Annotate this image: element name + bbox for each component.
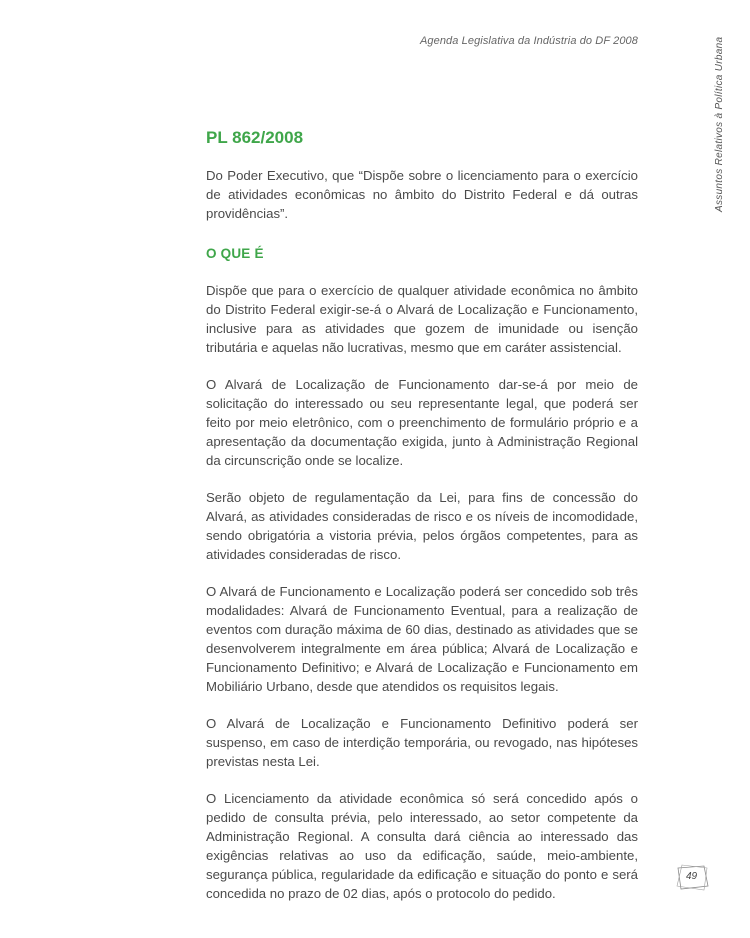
paragraph-4: O Alvará de Funcionamento e Localização poderá ser concedido sob três modalidades: Alvará de Funcionamento Eventual, para a realização de eventos com duração máxima de 60 dias, destinado as atividades que se desenvolverem integralmente em área pública; Alvará de Localização e Funcionamento Definitivo; e Alvará de Localização e Funcionamento em Mobiliário Urbano, desde que atendidos os requisitos legais. — [206, 584, 638, 694]
paragraph-3: Serão objeto de regulamentação da Lei, para fins de concessão do Alvará, as atividades consideradas de risco e os níveis de incomodidade, sendo obrigatória a vistoria prévia, pelos órgãos competentes, para as atividades consideradas de risco. — [206, 490, 638, 562]
page-number: 49 — [686, 871, 698, 882]
side-section-label: Assuntos Relativos à Política Urbana — [714, 36, 725, 212]
paragraph-6: O Licenciamento da atividade econômica só será concedido após o pedido de consulta prévia, pelo interessado, ao setor competente da Administração Regional. A consulta dará ciência ao interessado das exigências relativas ao uso da edificação, saúde, meio-ambiente, segurança pública, regularidade da edificação e situação do ponto e será concedida no prazo de 02 dias, após o protocolo do pedido. — [206, 791, 638, 901]
document-summary: Do Poder Executivo, que “Dispõe sobre o licenciamento para o exercício de atividades econômicas no âmbito do Distrito Federal e dá outras providências”. — [206, 168, 638, 221]
page-number-badge — [674, 864, 712, 892]
paragraph-1: Dispõe que para o exercício de qualquer atividade econômica no âmbito do Distrito Federal exigir-se-á o Alvará de Localização e Funcionamento, inclusive para as atividades que gozem de imunidade ou isenção tributária e aquelas não lucrativas, mesmo que em caráter assistencial. — [206, 283, 638, 355]
document-body — [206, 126, 638, 903]
paragraph-5: O Alvará de Localização e Funcionamento Definitivo poderá ser suspenso, em caso de interdição temporária, ou revogado, nas hipóteses previstas nesta Lei. — [206, 716, 638, 769]
section-heading: O QUE É — [206, 246, 264, 261]
document-title: PL 862/2008 — [206, 128, 304, 147]
paragraph-2: O Alvará de Localização de Funcionamento dar-se-á por meio de solicitação do interessado ou seu representante legal, que poderá ser feito por meio eletrônico, com o preenchimento de formulário próprio e a apresentação da documentação exigida, junto à Administração Regional da circunscrição onde se localize. — [206, 377, 638, 468]
running-header: Agenda Legislativa da Indústria do DF 2008 — [419, 35, 638, 47]
